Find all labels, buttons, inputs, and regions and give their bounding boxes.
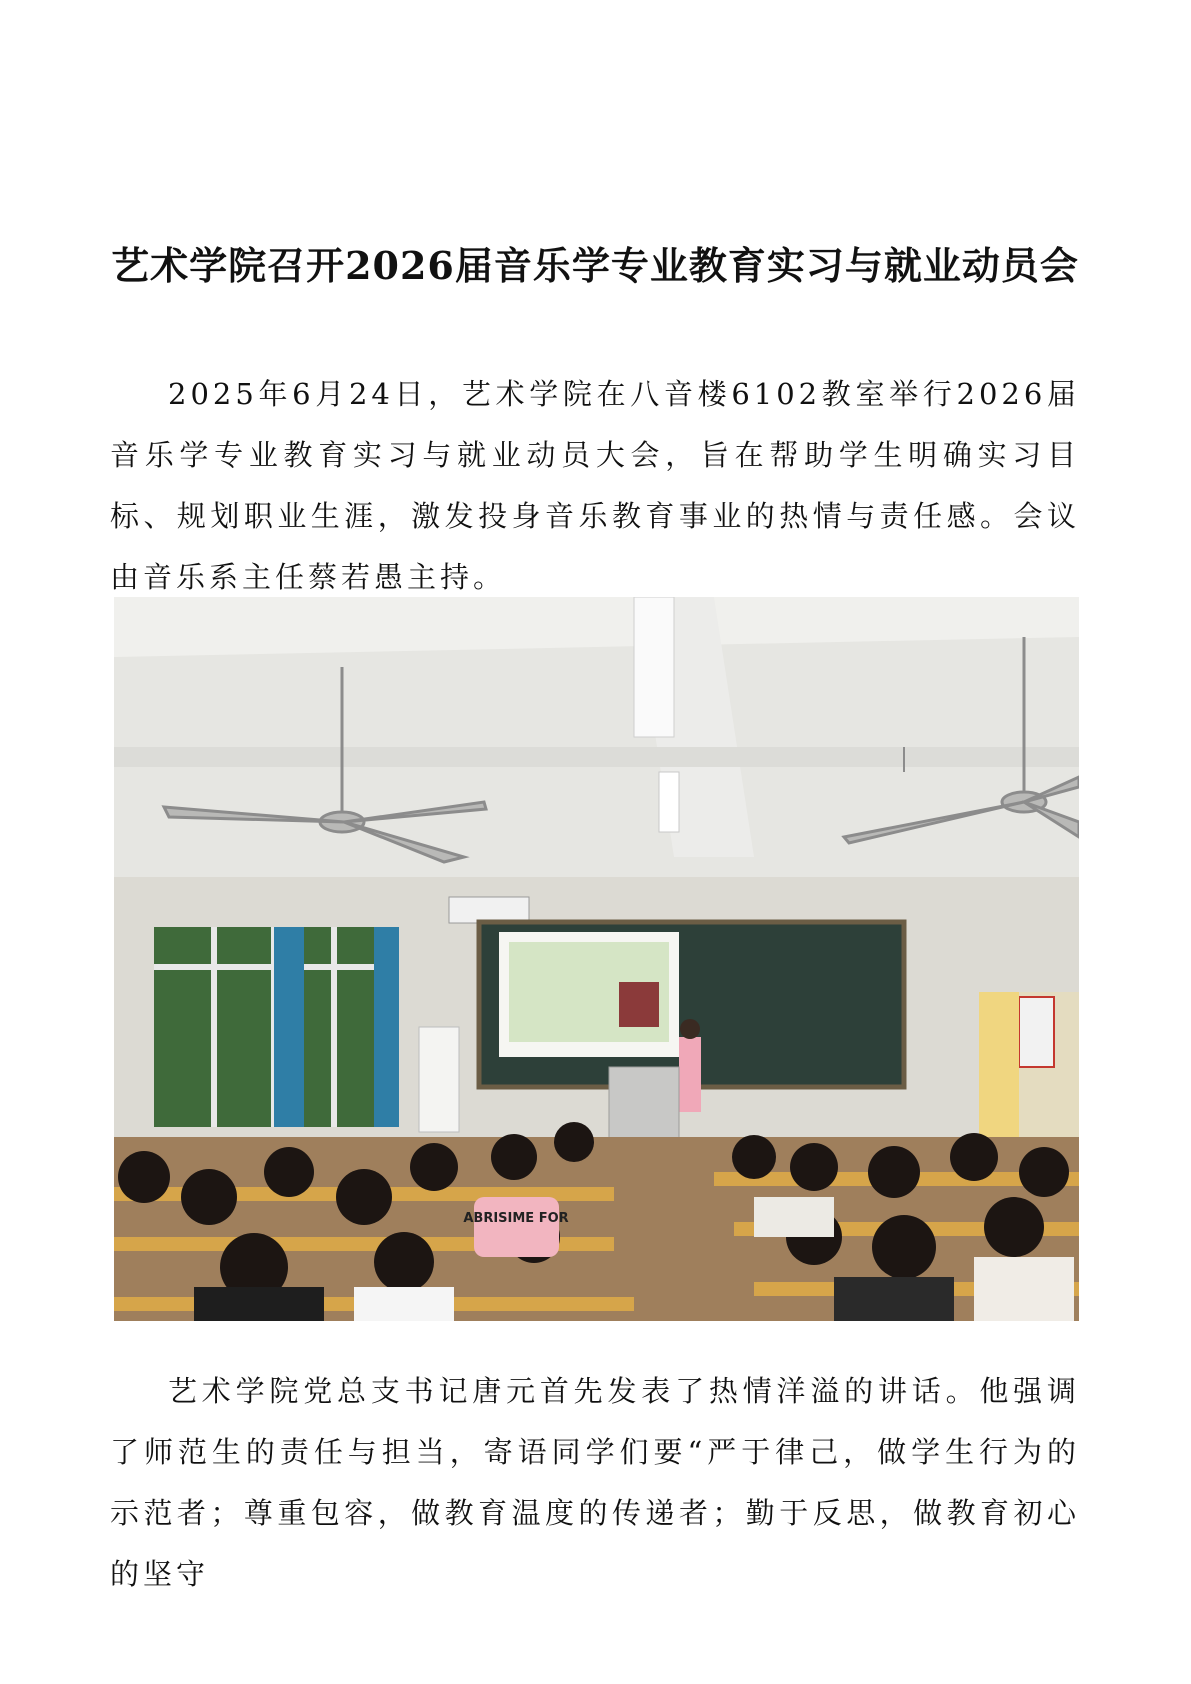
paragraph-speech: 艺术学院党总支书记唐元首先发表了热情洋溢的讲话。他强调了师范生的责任与担当，寄语同学们要“严于律己，做学生行为的示范者；尊重包容，做教育温度的传递者；勤于反思，做教育初心的坚守	[110, 1374, 1080, 1591]
classroom-photo	[114, 597, 1079, 1321]
classroom-photo-illustration	[114, 597, 1079, 1321]
paragraph-intro: 2025年6月24日，艺术学院在八音楼6102教室举行2026届音乐学专业教育实习与就业动员大会，旨在帮助学生明确实习目标、规划职业生涯，激发投身音乐教育事业的热情与责任感。会议由音乐系主任蔡若愚主持。	[110, 377, 1080, 594]
shirt-print-text: ABRISIME FOR	[463, 1211, 569, 1226]
article-title: 艺术学院召开2026届音乐学专业教育实习与就业动员会	[111, 243, 1079, 289]
